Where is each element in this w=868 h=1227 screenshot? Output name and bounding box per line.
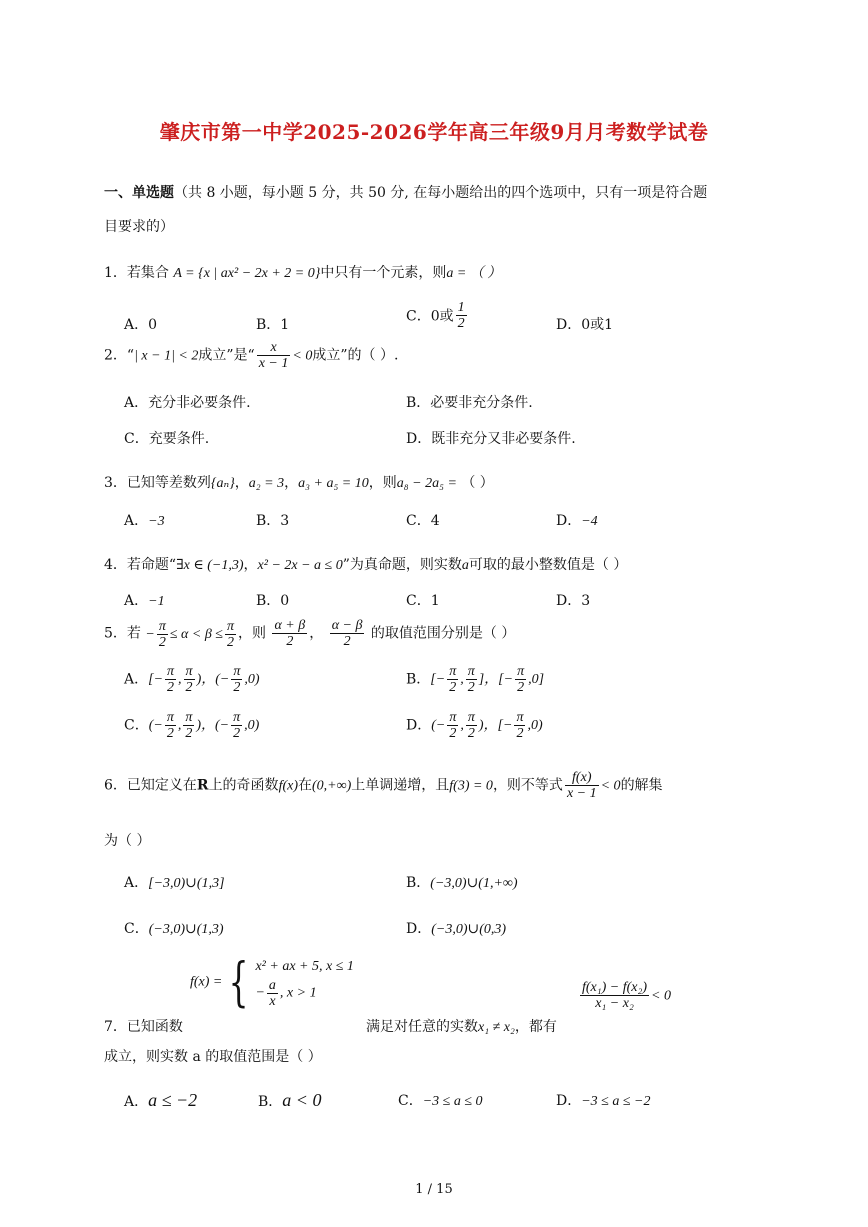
frac-den: 2: [231, 679, 242, 695]
frac-den: 2: [447, 725, 458, 741]
q2-option-d[interactable]: D．既非充分又非必要条件.: [406, 431, 576, 447]
comma: ，: [234, 475, 249, 491]
question-2: [104, 340, 398, 371]
section-desc: （共 8 小题，每小题 5 分，共 50 分, 在每小题给出的四个选项中，只有一项是符合题: [174, 185, 708, 201]
frac-num: π: [233, 710, 241, 725]
section-desc-cont: 目要求的）: [104, 219, 174, 235]
frac-den: x − 1: [258, 356, 289, 371]
q5-option-d[interactable]: D．(− $\frac{\pi}{2}$ , $\frac{\pi}{2}$ )，[− $\frac{\pi}{2}$ ,0): [406, 710, 543, 741]
q2-mid: 成立”是“: [198, 347, 255, 364]
option-label: D．: [556, 1093, 582, 1109]
question-6: [104, 770, 663, 801]
frac-num: π: [233, 664, 241, 679]
option-value: −3: [148, 514, 165, 529]
q7-option-b[interactable]: [258, 1090, 321, 1111]
section-label: 一、单选题: [104, 185, 174, 201]
q1-number: 1．若集合: [104, 265, 169, 281]
frac-den: 2: [157, 634, 168, 650]
q4-option-a[interactable]: [124, 590, 165, 610]
frac-num: π: [226, 618, 234, 634]
option-label: B．: [258, 1094, 283, 1110]
frac-num: π: [166, 710, 174, 725]
q5-then: ，则: [238, 625, 266, 642]
q6-text: 上单调递增，且: [351, 777, 450, 794]
q6-text: 的解集: [620, 777, 663, 794]
q6-option-c[interactable]: [124, 918, 224, 938]
q6-f3: f(3) = 0: [449, 778, 493, 794]
q2-option-b[interactable]: B．必要非充分条件.: [406, 395, 533, 411]
q1-c-fraction: [456, 300, 467, 331]
option-value: 0: [148, 317, 158, 333]
q7-t1: 满足对任意的实数: [366, 1019, 478, 1035]
frac-den: 2: [165, 725, 176, 741]
frac-num: π: [467, 710, 475, 725]
option-value: (−3,0)∪(0,3): [431, 922, 507, 937]
option-value: −4: [581, 514, 598, 529]
q3-a2: a₂ = 3: [248, 476, 285, 491]
q7-fx: f(x) =: [190, 974, 223, 990]
q7-ratio: [578, 980, 671, 1011]
q3-paren: （ ）: [461, 475, 494, 491]
q1-option-c[interactable]: [406, 300, 469, 331]
q6-option-a[interactable]: [124, 872, 225, 892]
q5-condition: − $\frac{\pi}{2}$ ≤ α < β ≤ $\frac{\pi}{2}$: [145, 618, 234, 650]
comma: ，: [309, 625, 324, 642]
q1-option-d[interactable]: [556, 314, 613, 334]
q3-option-c[interactable]: C．4: [406, 513, 440, 529]
frac-num: π: [516, 710, 524, 725]
frac-num: π: [167, 664, 175, 679]
q5-number: 5．若: [104, 625, 141, 642]
option-value: (−3,0)∪(1,3): [148, 922, 224, 937]
q7-cases: x² + ax + 5, x ≤ 1 − $\frac{a}{x}$ , x > 1: [255, 956, 353, 1009]
option-label: C．: [398, 1093, 423, 1109]
frac-den: 2: [183, 725, 194, 741]
q6-number: 6．已知定义在: [104, 777, 197, 794]
q6-option-d[interactable]: [406, 918, 506, 938]
frac-num: x: [270, 340, 277, 355]
q3-number: 3．已知等差数列: [104, 475, 211, 491]
q7-option-d[interactable]: [556, 1090, 651, 1110]
frac-den: 2: [272, 633, 307, 649]
q6-text: 上的奇函数: [208, 777, 279, 794]
page-title: 肇庆市第一中学2025-2026学年高三年级9月月考数学试卷: [159, 120, 709, 144]
frac-num: π: [185, 710, 193, 725]
q2-lt: < 0: [292, 348, 313, 364]
q7-t2: ，都有: [514, 1019, 557, 1035]
q6-fraction: [565, 770, 599, 801]
frac-den: 2: [514, 725, 525, 741]
q2-tail: 成立”的（ ）.: [312, 347, 399, 364]
q2-number: 2．“: [104, 347, 135, 364]
q7-line2: 成立，则实数 a 的取值范围是（ ）: [104, 1049, 322, 1065]
frac-num: f(x₁) − f(x₂): [582, 980, 648, 995]
frac-den: 2: [466, 679, 477, 695]
question-1: [104, 262, 501, 282]
q7-option-a[interactable]: [124, 1090, 197, 1111]
frac-den: 2: [184, 679, 195, 695]
option-label: B．: [256, 317, 281, 333]
option-label: D．: [406, 921, 432, 937]
frac-den: 2: [457, 316, 465, 331]
q4-number: 4．若命题“: [104, 557, 177, 573]
option-label: D．: [406, 717, 432, 734]
q7-piecewise: [190, 952, 354, 1013]
q7-case2-tail: , x > 1: [279, 985, 317, 1001]
q2-option-a[interactable]: A．充分非必要条件.: [124, 395, 251, 411]
option-value: (−3,0)∪(1,+∞): [430, 876, 518, 891]
q3-option-b[interactable]: B．3: [256, 513, 290, 529]
option-value: −3 ≤ a ≤ 0: [422, 1094, 483, 1109]
q1-option-b[interactable]: [256, 314, 289, 334]
frac-den: 2: [330, 633, 365, 649]
option-value: 1: [280, 317, 290, 333]
q5-option-c[interactable]: C．(− $\frac{\pi}{2}$ , $\frac{\pi}{2}$ )，(− $\frac{\pi}{2}$ ,0): [124, 710, 260, 741]
q6-text: ，则不等式: [492, 777, 563, 794]
frac-num: π: [158, 618, 166, 634]
q1-ask: a = （ ）: [446, 266, 502, 281]
frac-den: 2: [466, 725, 477, 741]
q3-option-d[interactable]: [556, 510, 598, 530]
option-value: 0或: [430, 308, 454, 325]
q2-fraction: [257, 340, 291, 371]
frac-num: f(x): [572, 770, 592, 785]
q4-option-b[interactable]: B．0: [256, 593, 290, 609]
q1-set: A = {x | ax² − 2x + 2 = 0}: [173, 266, 321, 281]
q4-tail: ”为真命题，则实数: [342, 557, 462, 573]
option-value: −1: [148, 594, 165, 609]
q6-lt: < 0: [600, 778, 621, 794]
page-number: 1 / 15: [415, 1182, 453, 1197]
q4-tail2: 可取的最小整数值是（ ）: [468, 557, 628, 573]
frac-den: 2: [515, 679, 526, 695]
option-label: A．: [124, 1094, 149, 1110]
option-label: C．: [124, 921, 149, 937]
option-label: C．: [124, 717, 149, 734]
frac-den: 2: [225, 634, 236, 650]
q5-tail: 的取值范围分别是（ ）: [370, 625, 516, 642]
question-5: [104, 618, 515, 650]
q5-option-b[interactable]: B．[− $\frac{\pi}{2}$ , $\frac{\pi}{2}$ ]，[− $\frac{\pi}{2}$ ,0]: [406, 664, 545, 695]
q5-frac-sum: $\frac{\alpha + \beta}{2}$: [274, 618, 306, 649]
frac-den: x₁ − x₂: [580, 995, 649, 1011]
q5-option-a[interactable]: A．[− $\frac{\pi}{2}$ , $\frac{\pi}{2}$ )，(− $\frac{\pi}{2}$ ,0): [124, 664, 260, 695]
q3-seq: {aₙ}: [210, 476, 235, 491]
q6-text: 在: [298, 777, 312, 794]
comma: ，: [284, 475, 299, 491]
q1-text: 中只有一个元素，则: [320, 265, 447, 281]
q3-a35: a₃ + a₅ = 10: [298, 476, 369, 491]
option-label: D．: [556, 513, 582, 529]
q6-option-b[interactable]: [406, 872, 518, 892]
q7-neq: x₁ ≠ x₂: [478, 1020, 515, 1035]
frac-den: x: [267, 993, 278, 1009]
comma: ，: [243, 557, 258, 573]
q4-ineq: x² − 2x − a ≤ 0: [257, 558, 343, 573]
question-4: [104, 554, 627, 574]
option-label: B．: [406, 875, 431, 891]
option-value: [−3,0)∪(1,3]: [148, 876, 225, 891]
option-label: A．: [124, 875, 149, 891]
q4-exists: ∃x ∈ (−1,3): [176, 558, 244, 573]
q2-option-c[interactable]: C．充要条件.: [124, 431, 210, 447]
q7-case1: x² + ax + 5, x ≤ 1: [255, 959, 354, 974]
frac-num: π: [185, 664, 193, 679]
option-value: 0或1: [581, 317, 614, 333]
option-label: C．: [406, 308, 431, 325]
q6-line2: 为（ ）: [104, 833, 151, 849]
q6-interval: (0,+∞): [312, 778, 352, 794]
q5-frac-diff: $\frac{\alpha - \beta}{2}$: [331, 618, 363, 649]
frac-num: 1: [457, 300, 465, 315]
frac-den: 2: [231, 725, 242, 741]
frac-num: π: [449, 710, 457, 725]
option-label: A．: [124, 513, 149, 529]
question-3: [104, 472, 494, 492]
option-label: A．: [124, 317, 149, 333]
q6-fx: f(x): [278, 778, 298, 794]
option-value: −3 ≤ a ≤ −2: [581, 1094, 651, 1109]
q6-R: R: [196, 777, 209, 794]
question-7: [104, 1016, 183, 1036]
q4-option-d[interactable]: D．3: [556, 593, 591, 609]
q3-option-a[interactable]: [124, 510, 165, 530]
frac-den: 2: [165, 679, 176, 695]
q7-number: 7．已知函数: [104, 1019, 183, 1035]
q3-then: ，则: [368, 475, 397, 491]
frac-num: π: [449, 664, 457, 679]
option-label: A．: [124, 671, 149, 688]
frac-num: π: [517, 664, 525, 679]
q3-ask: a₈ − 2a₅ =: [396, 476, 457, 491]
option-label: D．: [556, 317, 582, 333]
q7-text: [366, 1016, 557, 1036]
option-value: a < 0: [282, 1090, 322, 1110]
q7-option-c[interactable]: [398, 1090, 483, 1110]
option-value: a ≤ −2: [148, 1090, 198, 1110]
frac-den: 2: [447, 679, 458, 695]
q2-cond1: | x − 1| < 2: [134, 348, 199, 364]
q4-var: a: [461, 558, 469, 573]
section-heading: [104, 182, 707, 202]
frac-num: π: [467, 664, 475, 679]
frac-den: x − 1: [566, 786, 597, 801]
q4-option-c[interactable]: C．1: [406, 593, 440, 609]
frac-num: a: [268, 978, 276, 993]
q7-lt: < 0: [651, 988, 671, 1004]
option-label: A．: [124, 593, 149, 609]
q1-option-a[interactable]: [124, 314, 157, 334]
brace-glyph: {: [228, 952, 249, 1013]
option-label: B．: [406, 671, 431, 688]
